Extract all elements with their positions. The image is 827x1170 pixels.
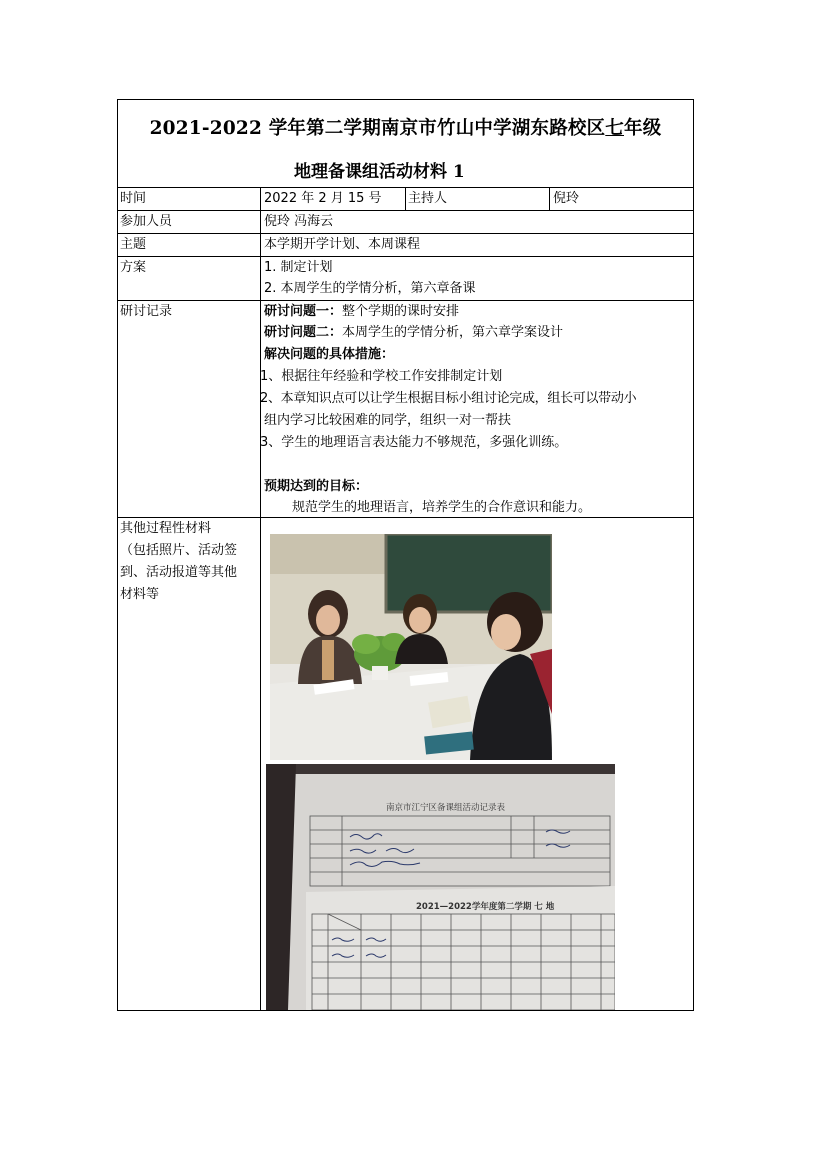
document-title (118, 100, 693, 188)
topic-label: 主题 (120, 237, 147, 252)
record-label: 研讨记录 (120, 304, 173, 319)
column-divider (549, 187, 550, 210)
host-value: 倪玲 (553, 191, 580, 206)
form-photo-illustration (266, 764, 615, 1010)
other-label-line: 到、活动报道等其他 (120, 565, 238, 580)
measure-1: 1、根据往年经验和学校工作安排制定计划 (260, 369, 503, 384)
title-line-2: 地理备课组活动材料 1 (294, 162, 465, 182)
form-title: 南京市江宁区备课组活动记录表 (386, 803, 506, 813)
question-2 (264, 322, 563, 343)
other-label-line: （包括照片、活动签 (120, 543, 238, 558)
question-1-label: 研讨问题一： (264, 304, 343, 319)
participants-value: 倪玲 冯海云 (264, 214, 334, 229)
row-divider (118, 210, 693, 211)
title-suffix: 年级 (624, 118, 662, 139)
goal-heading: 预期达到的目标： (264, 479, 369, 494)
participants-label: 参加人员 (120, 214, 173, 229)
schedule-title: 2021—2022学年度第二学期 七 地 (416, 902, 555, 912)
other-label-line: 材料等 (120, 587, 160, 602)
goal-text: 规范学生的地理语言，培养学生的合作意识和能力。 (292, 500, 592, 515)
title-grade: 七 (605, 118, 624, 139)
other-label-line: 其他过程性材料 (120, 521, 212, 536)
plan-item: 1. 制定计划 (264, 260, 333, 275)
form-photo (266, 764, 615, 1010)
question-2-text: 本周学生的学情分析，第六章学案设计 (342, 325, 564, 340)
question-1 (264, 301, 459, 322)
column-divider (405, 187, 406, 210)
column-divider (260, 187, 261, 1010)
measure-2: 2、本章知识点可以让学生根据目标小组讨论完成，组长可以带动小 (260, 391, 637, 406)
measures-heading: 解决问题的具体措施： (264, 347, 395, 362)
topic-value: 本学期开学计划、本周课程 (264, 237, 421, 252)
activity-record-table (117, 99, 694, 1011)
title-prefix: 2021-2022 学年第二学期南京市竹山中学湖东路校区 (149, 118, 606, 139)
measure-2-cont: 组内学习比较困难的同学，组织一对一帮扶 (264, 413, 512, 428)
question-1-text: 整个学期的课时安排 (342, 304, 460, 319)
title-line-1 (118, 114, 693, 140)
host-label: 主持人 (408, 191, 448, 206)
plan-item: 2. 本周学生的学情分析，第六章备课 (264, 281, 476, 296)
time-value: 2022 年 2 月 15 号 (264, 191, 382, 206)
row-divider (118, 256, 693, 257)
question-2-label: 研讨问题二： (264, 325, 343, 340)
time-label: 时间 (120, 191, 147, 206)
meeting-photo (270, 534, 552, 760)
plan-label: 方案 (120, 260, 147, 275)
meeting-photo-illustration (270, 534, 552, 760)
measure-3: 3、学生的地理语言表达能力不够规范，多强化训练。 (260, 435, 568, 450)
